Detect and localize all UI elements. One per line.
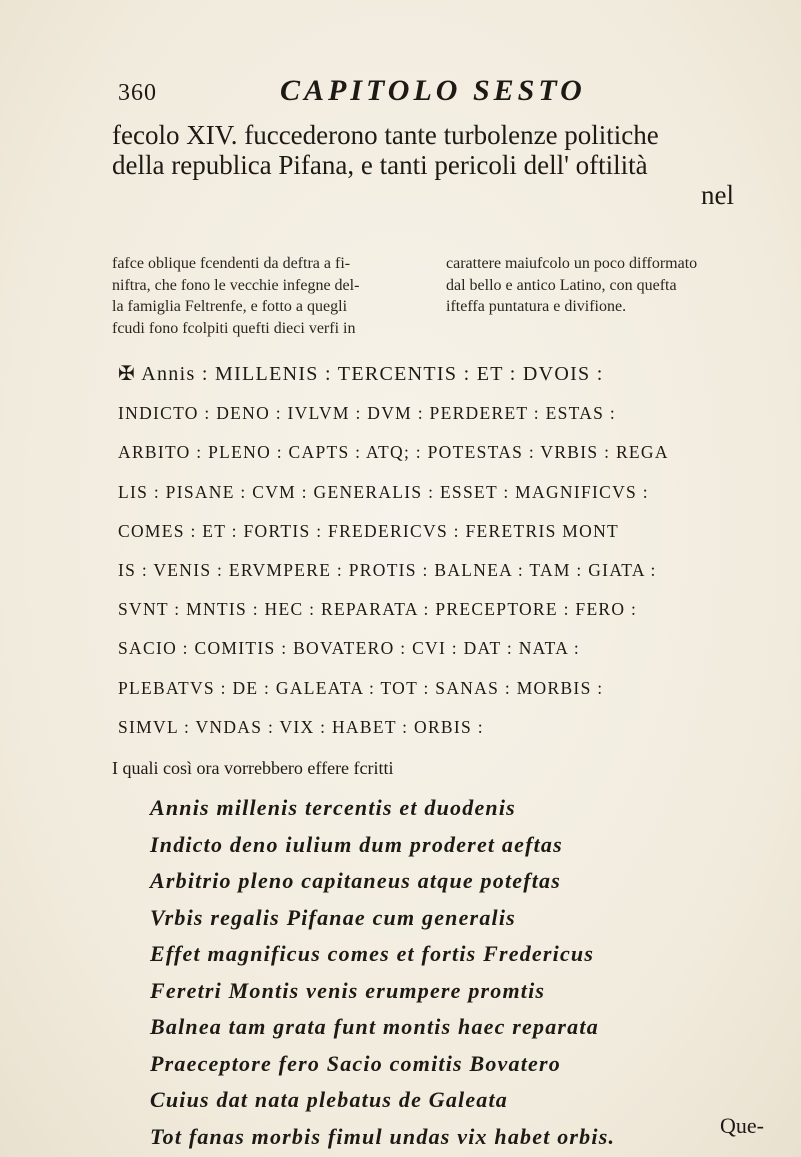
verse-line: Effet magnificus comes et fortis Fredericus — [150, 941, 595, 966]
intro-paragraph — [112, 120, 740, 210]
inscription-line: SIMVL : VNDAS : VIX : HABET : ORBIS : — [118, 716, 484, 737]
inscription-line: SVNT : MNTIS : HEC : REPARATA : PRECEPTORE : FERO : — [118, 599, 638, 620]
intro-line: della republica Pifana, e tanti pericoli dell' oftilità — [112, 150, 648, 180]
latin-inscription — [118, 355, 748, 747]
description-line: niftra, che fono le vecchie infegne del- — [112, 276, 360, 294]
verse-line: Tot fanas morbis fimul undas vix habet orbis. — [150, 1123, 616, 1149]
description-right-column — [446, 253, 756, 318]
description-left-column — [112, 253, 422, 339]
running-title: CAPITOLO SESTO — [280, 74, 586, 107]
verse-line: Balnea tam grata funt montis haec reparata — [150, 1014, 599, 1039]
description-line: carattere maiufcolo un poco difformato — [446, 255, 698, 272]
inscription-line: PLEBATVS : DE : GALEATA : TOT : SANAS : MORBIS : — [118, 677, 604, 698]
page-number: 360 — [118, 80, 157, 106]
verse-line: Vrbis regalis Pifanae cum generalis — [150, 904, 516, 930]
catchword: Que- — [720, 1113, 764, 1138]
verse-line: Cuius dat nata plebatus de Galeata — [150, 1087, 509, 1112]
inscription-line: COMES : ET : FORTIS : FREDERICVS : FERETRIS MONT — [118, 520, 620, 541]
inscription-line: INDICTO : DENO : IVLVM : DVM : PERDERET : ESTAS : — [118, 403, 617, 424]
intro-line: fecolo XIV. fuccederono tante turbolenze politiche — [112, 120, 659, 150]
page-header — [114, 72, 714, 112]
inscription-description — [112, 253, 752, 348]
verse-line: Indicto deno iulium dum proderet aeftas — [150, 831, 563, 857]
transition-text: I quali così ora vorrebbero effere fcritti — [112, 758, 394, 778]
description-line: fcudi fono fcolpiti quefti dieci verfi in — [112, 319, 356, 337]
verse-line: Praeceptore fero Sacio comitis Bovatero — [150, 1050, 561, 1076]
inscription-line: LIS : PISANE : CVM : GENERALIS : ESSET : MAGNIFICVS : — [118, 481, 649, 502]
description-line: la famiglia Feltrenfe, e fotto a quegli — [112, 298, 348, 315]
intro-line: nel — [701, 180, 734, 210]
inscription-line: IS : VENIS : ERVMPERE : PROTIS : BALNEA : TAM : GIATA : — [118, 559, 657, 580]
inscription-line: ✠ Annis : MILLENIS : TERCENTIS : ET : DVOIS : — [118, 363, 604, 385]
description-line: dal bello e antico Latino, con quefta — [446, 276, 677, 294]
description-line: ifteffa puntatura e divifione. — [446, 298, 627, 315]
description-line: fafce oblique fcendenti da deftra a fi- — [112, 255, 351, 272]
verse-line: Feretri Montis venis erumpere promtis — [150, 977, 546, 1003]
verse-line: Arbitrio pleno capitaneus atque poteftas — [150, 868, 562, 893]
verse-line: Annis millenis tercentis et duodenis — [150, 795, 516, 820]
inscription-line: ARBITO : PLENO : CAPTS : ATQ; : POTESTAS : VRBIS : REGA — [118, 442, 669, 463]
inscription-line: SACIO : COMITIS : BOVATERO : CVI : DAT : NATA : — [118, 638, 581, 659]
latin-verses — [150, 790, 750, 1155]
